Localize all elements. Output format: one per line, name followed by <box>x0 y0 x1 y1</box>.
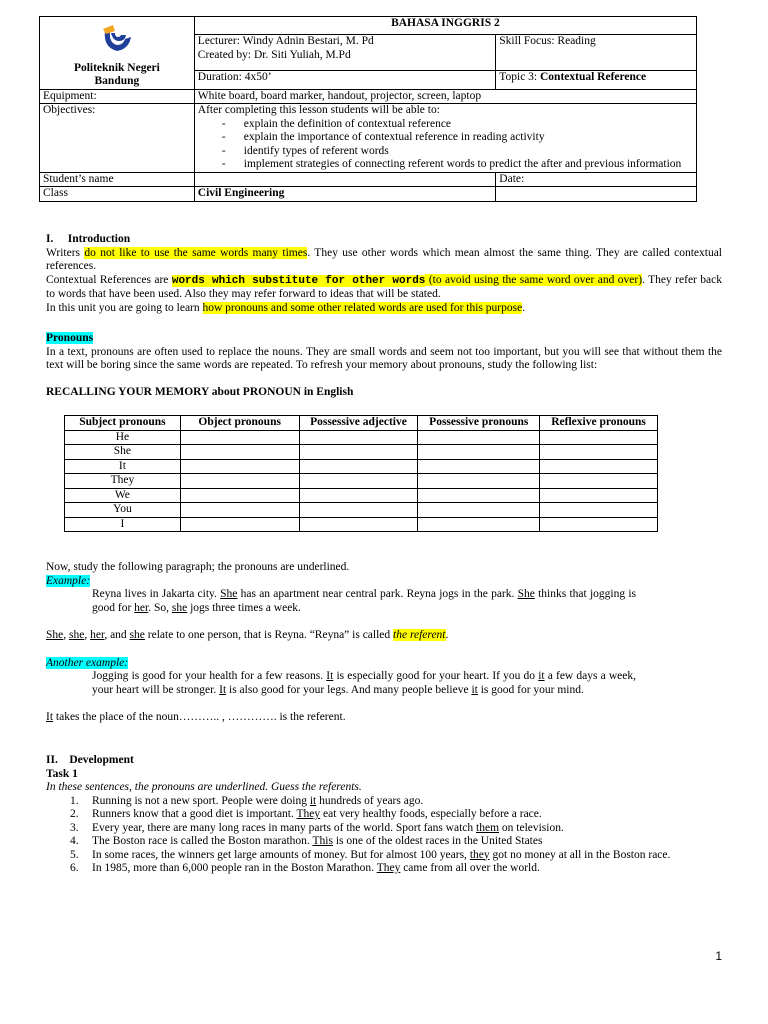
text: got no money at all in the Boston race. <box>489 848 671 861</box>
subject-pronoun-cell: I <box>65 517 181 532</box>
text: takes the place of the noun……….. , …………. is the referent. <box>53 711 346 723</box>
table-row <box>65 459 658 474</box>
underlined-pronoun: It <box>46 711 54 723</box>
objective-item: - identify types of referent words <box>222 145 693 159</box>
intro-paragraph-2 <box>46 274 722 302</box>
example-2-paragraph <box>46 670 636 697</box>
text: hundreds of years ago. <box>316 794 424 807</box>
blank-cell[interactable] <box>180 459 299 474</box>
underlined-pronoun: It <box>219 683 227 696</box>
table-header-row <box>65 416 658 431</box>
introduction-heading <box>46 233 722 247</box>
column-header: Subject pronouns <box>65 416 181 431</box>
blank-cell[interactable] <box>418 488 540 503</box>
subject-pronoun-cell: They <box>65 474 181 489</box>
list-item <box>46 835 722 849</box>
item-number: 2. <box>70 808 79 820</box>
column-header: Reflexive pronouns <box>540 416 658 431</box>
blank-cell[interactable] <box>299 445 418 460</box>
heading-number: I. <box>46 233 54 245</box>
class-empty-cell <box>496 187 697 202</box>
text: In this unit you are going to learn <box>46 301 203 314</box>
highlighted-text: words which substitute for other words <box>171 274 426 287</box>
pronouns-paragraph: In a text, pronouns are often used to replace the nouns. They are small words and seem not too important, but you will see that without them the text will be boring since the same words are repeated. To refresh your memory about pronouns, study the following list: <box>46 345 722 371</box>
course-title: BAHASA INGGRIS 2 <box>194 17 696 35</box>
subject-pronoun-cell: We <box>65 488 181 503</box>
blank-cell[interactable] <box>299 474 418 489</box>
subject-pronoun-cell: He <box>65 430 181 445</box>
text: came from all over the world. <box>400 862 540 874</box>
item-number: 1. <box>70 794 79 807</box>
underlined-pronoun: They <box>296 808 321 820</box>
blank-cell[interactable] <box>299 488 418 503</box>
table-row <box>65 488 658 503</box>
text: Runners know that a good diet is important. <box>92 808 297 820</box>
text: is one of the oldest races in the United States <box>332 835 543 847</box>
text: . They refer back to words that have been used. Also they may refer forward to ideas that will be stated. <box>46 273 723 300</box>
underlined-pronoun: they <box>469 848 490 861</box>
institution-name-line1: Politeknik Negeri <box>73 61 160 74</box>
text: is good for your mind. <box>477 683 584 696</box>
institution-name-line2: Bandung <box>94 75 140 87</box>
institution-cell <box>40 17 195 90</box>
objectives-cell <box>194 104 696 173</box>
table-row <box>65 445 658 460</box>
text: a few days a week, your heart will be stronger. <box>92 670 636 696</box>
blank-cell[interactable] <box>180 488 299 503</box>
text: is especially good for your heart. If you do <box>333 670 539 682</box>
text: . <box>522 301 526 314</box>
blank-cell[interactable] <box>540 503 658 518</box>
underlined-pronoun: it <box>471 683 478 696</box>
equipment-label: Equipment: <box>40 89 195 104</box>
table-row <box>65 503 658 518</box>
text: has an apartment near central park. Reyna jogs in the park. <box>237 588 518 600</box>
underlined-pronoun: it <box>309 794 317 807</box>
blank-cell[interactable] <box>418 503 540 518</box>
item-number: 4. <box>70 835 79 847</box>
skill-focus: Skill Focus: Reading <box>496 35 697 71</box>
text: The Boston race is called the Boston marathon. <box>92 835 313 847</box>
examples-intro: Now, study the following paragraph; the pronouns are underlined. <box>46 561 350 573</box>
column-header: Possessive pronouns <box>418 416 540 431</box>
duration: Duration: 4x50’ <box>194 71 495 89</box>
underlined-pronoun: them <box>476 821 500 834</box>
highlighted-text: (to avoid using the same word over and over) <box>425 273 643 286</box>
table-row <box>65 430 658 445</box>
blank-cell[interactable] <box>418 430 540 445</box>
highlighted-text: do not like to use the same words many times <box>84 246 308 259</box>
example-label: Example: <box>46 574 91 587</box>
text: , <box>84 629 91 641</box>
blank-cell[interactable] <box>299 459 418 474</box>
task-instruction: In these sentences, the pronouns are underlined. Guess the referents. <box>46 781 362 793</box>
text: In 1985, more than 6,000 people ran in the Boston Marathon. <box>92 862 377 874</box>
blank-cell[interactable] <box>540 459 658 474</box>
blank-cell[interactable] <box>418 445 540 460</box>
text: thinks that jogging is good for <box>92 588 636 614</box>
example-1-paragraph <box>46 588 636 615</box>
takes-place-sentence <box>46 711 722 725</box>
blank-cell[interactable] <box>540 445 658 460</box>
student-name-field[interactable] <box>194 172 495 187</box>
text: Jogging is good for your health for a few reasons. <box>92 670 327 682</box>
list-item <box>46 849 722 863</box>
task-heading: Task 1 <box>46 767 78 780</box>
underlined-pronoun: she <box>129 629 145 641</box>
heading-number: II. <box>46 754 58 766</box>
highlighted-text: how pronouns and some other related words are used for this purpose <box>202 301 523 314</box>
date-field[interactable]: Date: <box>496 172 697 187</box>
underlined-pronoun: her <box>134 601 149 614</box>
list-item <box>46 808 722 822</box>
objective-item: - explain the importance of contextual reference in reading activity <box>222 131 693 145</box>
topic-cell <box>496 71 697 89</box>
text: , and <box>104 629 130 641</box>
text: In some races, the winners get large amounts of money. But for almost 100 years, <box>92 848 470 861</box>
text: jogs three times a week. <box>187 601 301 614</box>
text: . So, <box>148 601 172 614</box>
blank-cell[interactable] <box>540 517 658 532</box>
pronouns-section <box>46 332 722 399</box>
subject-pronoun-cell: She <box>65 445 181 460</box>
pronoun-table <box>64 415 658 532</box>
text: Writers <box>46 246 85 259</box>
item-number: 5. <box>70 848 79 861</box>
objectives-label: Objectives: <box>40 104 195 173</box>
item-number: 6. <box>70 862 79 874</box>
lecturer: Lecturer: Windy Adnin Bestari, M. Pd <box>197 35 374 48</box>
topic-label: Topic 3: <box>499 71 540 84</box>
text: . They use other words which mean almost the same thing. They are called contextual references. <box>46 246 722 272</box>
text: eat very healthy foods, especially before a race. <box>320 808 542 820</box>
column-header: Possessive adjective <box>299 416 418 431</box>
created-by: Created by: Dr. Siti Yuliah, M.Pd <box>197 48 351 61</box>
topic-value: Contextual Reference <box>540 71 647 84</box>
list-item <box>46 822 722 836</box>
blank-cell[interactable] <box>418 459 540 474</box>
text: relate to one person, that is Reyna. “Reyna” is called <box>144 629 394 641</box>
lecturer-created-cell <box>194 35 495 71</box>
blank-cell[interactable] <box>299 503 418 518</box>
blank-cell[interactable] <box>418 474 540 489</box>
intro-paragraph-3 <box>46 302 722 316</box>
objectives-intro: After completing this lesson students will be able to: <box>197 104 440 116</box>
text: Contextual References are <box>46 273 172 286</box>
subject-pronoun-cell: It <box>65 459 181 474</box>
underlined-pronoun: She <box>46 629 64 641</box>
student-name-label: Student’s name <box>40 172 195 187</box>
lesson-header-table <box>39 16 697 202</box>
item-number: 3. <box>70 821 79 834</box>
blank-cell[interactable] <box>180 474 299 489</box>
pronoun-table-title: RECALLING YOUR MEMORY about PRONOUN in English <box>46 385 354 398</box>
blank-cell[interactable] <box>540 474 658 489</box>
text: , <box>63 629 69 641</box>
blank-cell[interactable] <box>299 430 418 445</box>
text: . <box>445 629 449 641</box>
underlined-pronoun: This <box>312 835 333 847</box>
another-example-label: Another example: <box>46 656 129 669</box>
text: on television. <box>499 821 564 834</box>
heading-text: Introduction <box>67 233 131 245</box>
underlined-pronoun: It <box>326 670 334 682</box>
blank-cell[interactable] <box>180 503 299 518</box>
text: Every year, there are many long races in many parts of the world. Sport fans watch <box>92 821 477 834</box>
underlined-pronoun: She <box>220 588 238 600</box>
referent-sentence <box>46 629 722 643</box>
list-item <box>46 795 722 809</box>
class-value: Civil Engineering <box>194 187 495 202</box>
blank-cell[interactable] <box>540 488 658 503</box>
text: Reyna lives in Jakarta city. <box>92 588 221 600</box>
class-label: Class <box>40 187 195 202</box>
text: Running is not a new sport. People were doing <box>92 794 310 807</box>
underlined-pronoun: she <box>171 601 188 614</box>
objectives-list <box>198 118 693 172</box>
subject-pronoun-cell: You <box>65 503 181 518</box>
table-row <box>65 474 658 489</box>
blank-cell[interactable] <box>180 430 299 445</box>
equipment-value: White board, board marker, handout, projector, screen, laptop <box>194 89 696 104</box>
underlined-pronoun: it <box>538 670 545 682</box>
polban-logo-icon <box>99 23 135 57</box>
objective-item: - explain the definition of contextual reference <box>222 118 693 132</box>
page-number: 1 <box>715 949 722 963</box>
blank-cell[interactable] <box>540 430 658 445</box>
objective-item: - implement strategies of connecting referent words to predict the after and previous information <box>222 158 693 172</box>
table-row <box>65 517 658 532</box>
development-section <box>46 754 722 876</box>
underlined-pronoun: She <box>517 588 535 600</box>
development-heading <box>46 754 722 768</box>
introduction-section <box>46 233 722 315</box>
pronouns-heading: Pronouns <box>46 332 94 344</box>
blank-cell[interactable] <box>299 517 418 532</box>
heading-text: Development <box>69 754 134 766</box>
list-item <box>46 862 722 876</box>
underlined-pronoun: she <box>69 629 85 641</box>
blank-cell[interactable] <box>180 445 299 460</box>
intro-paragraph-1 <box>46 247 722 274</box>
blank-cell[interactable] <box>418 517 540 532</box>
task-list <box>46 795 722 876</box>
underlined-pronoun: her <box>90 629 105 641</box>
examples-section <box>46 561 722 725</box>
highlighted-text: the referent <box>393 629 446 641</box>
text: is also good for your legs. And many people believe <box>226 683 472 696</box>
column-header: Object pronouns <box>180 416 299 431</box>
blank-cell[interactable] <box>180 517 299 532</box>
underlined-pronoun: They <box>376 862 401 874</box>
